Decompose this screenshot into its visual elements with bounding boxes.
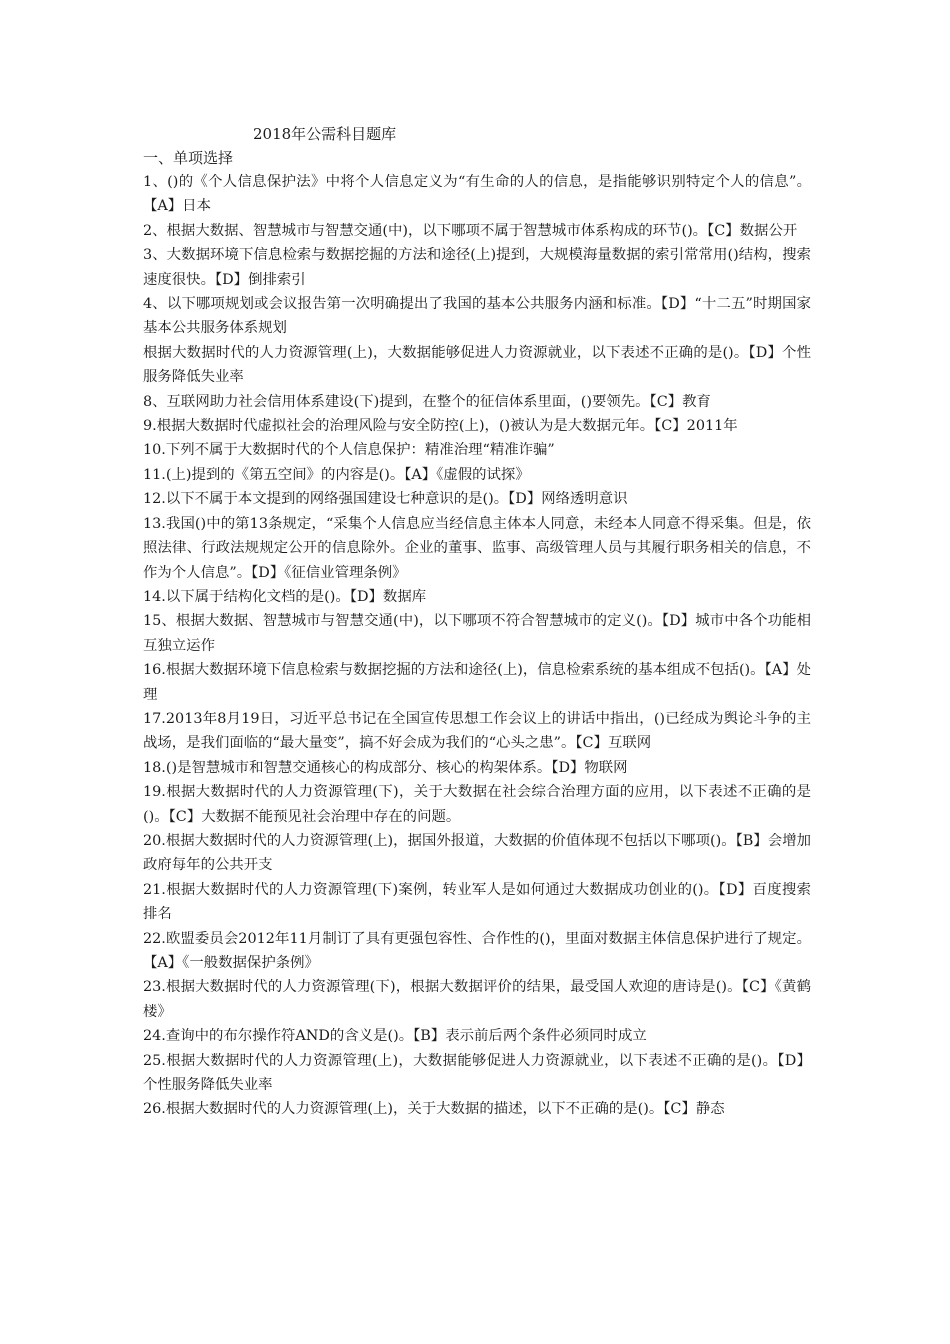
question-item: 2、根据大数据、智慧城市与智慧交通(中)，以下哪项不属于智慧城市体系构成的环节()。【C】数据公开 — [143, 222, 798, 239]
question-item: 10.下列不属于大数据时代的个人信息保护：精准治理“精准诈骗” — [143, 442, 555, 459]
question-item: 4、以下哪项规划或会议报告第一次明确提出了我国的基本公共服务内涵和标准。【D】“十二五”时期国家基本公共服务体系规划 — [143, 296, 811, 337]
question-item: 8、互联网助力社会信用体系建设(下)提到，在整个的征信体系里面，()要领先。【C】教育 — [143, 393, 711, 410]
section-heading: 一、单项选择 — [143, 149, 234, 167]
question-item: 11.(上)提到的《第五空间》的内容是()。【A】《虚假的试探》 — [143, 466, 530, 483]
question-item: 15、根据大数据、智慧城市与智慧交通(中)，以下哪项不符合智慧城市的定义()。【D】城市中各个功能相互独立运作 — [143, 613, 811, 654]
document-title: 2018年公需科目题库 — [253, 125, 397, 143]
question-item: 20.根据大数据时代的人力资源管理(上)，据国外报道，大数据的价值体现不包括以下哪项()。【B】会增加政府每年的公共开支 — [143, 832, 811, 874]
question-item: 9.根据大数据时代虚拟社会的治理风险与安全防控(上)，()被认为是大数据元年。【C】2011年 — [143, 418, 738, 435]
document-page — [143, 122, 811, 1122]
question-item: 19.根据大数据时代的人力资源管理(下)，关于大数据在社会综合治理方面的应用，以下表述不正确的是()。【C】大数据不能预见社会治理中存在的问题。 — [143, 784, 811, 825]
question-item: 12.以下不属于本文提到的网络强国建设七种意识的是()。【D】网络透明意识 — [143, 491, 628, 508]
question-item: 1、()的《个人信息保护法》中将个人信息定义为“有生命的人的信息，是指能够识别特定个人的信息”。【A】日本 — [143, 174, 811, 215]
question-item: 14.以下属于结构化文档的是()。【D】数据库 — [143, 588, 427, 605]
question-item: 16.根据大数据环境下信息检索与数据挖掘的方法和途径(上)，信息检索系统的基本组成不包括()。【A】处理 — [143, 662, 811, 703]
question-item: 24.查询中的布尔操作符AND的含义是()。【B】表示前后两个条件必须同时成立 — [143, 1028, 647, 1045]
question-item: 18.()是智慧城市和智慧交通核心的构成部分、核心的构架体系。【D】物联网 — [143, 759, 628, 776]
question-item: 13.我国()中的第13条规定，“采集个人信息应当经信息主体本人同意，未经本人同意不得采集。但是，依照法律、行政法规规定公开的信息除外。企业的董事、监事、高级管理人员与其履行职务相关的信息，不作为个人信息”。【D】《征信业管理条例》 — [143, 515, 811, 581]
question-item: 17.2013年8月19日，习近平总书记在全国宣传思想工作会议上的讲话中指出，()已经成为舆论斗争的主战场，是我们面临的“最大量变”，搞不好会成为我们的“心头之患”。【C】互联网 — [143, 710, 811, 752]
question-item: 25.根据大数据时代的人力资源管理(上)，大数据能够促进人力资源就业，以下表述不正确的是()。【D】个性服务降低失业率 — [143, 1052, 811, 1094]
question-item: 根据大数据时代的人力资源管理(上)，大数据能够促进人力资源就业，以下表述不正确的是()。【D】个性服务降低失业率 — [143, 344, 811, 386]
question-list — [143, 170, 811, 1122]
question-item: 23.根据大数据时代的人力资源管理(下)，根据大数据评价的结果，最受国人欢迎的唐诗是()。【C】《黄鹤楼》 — [143, 979, 811, 1020]
question-item: 22.欧盟委员会2012年11月制订了具有更强包容性、合作性的()，里面对数据主体信息保护进行了规定。【A】《一般数据保护条例》 — [143, 930, 811, 971]
question-item: 21.根据大数据时代的人力资源管理(下)案例，转业军人是如何通过大数据成功创业的()。【D】百度搜索排名 — [143, 881, 811, 923]
question-item: 3、大数据环境下信息检索与数据挖掘的方法和途径(上)提到，大规模海量数据的索引常常用()结构，搜索速度很快。【D】倒排索引 — [143, 247, 811, 288]
question-item: 26.根据大数据时代的人力资源管理(上)，关于大数据的描述，以下不正确的是()。【C】静态 — [143, 1101, 725, 1118]
